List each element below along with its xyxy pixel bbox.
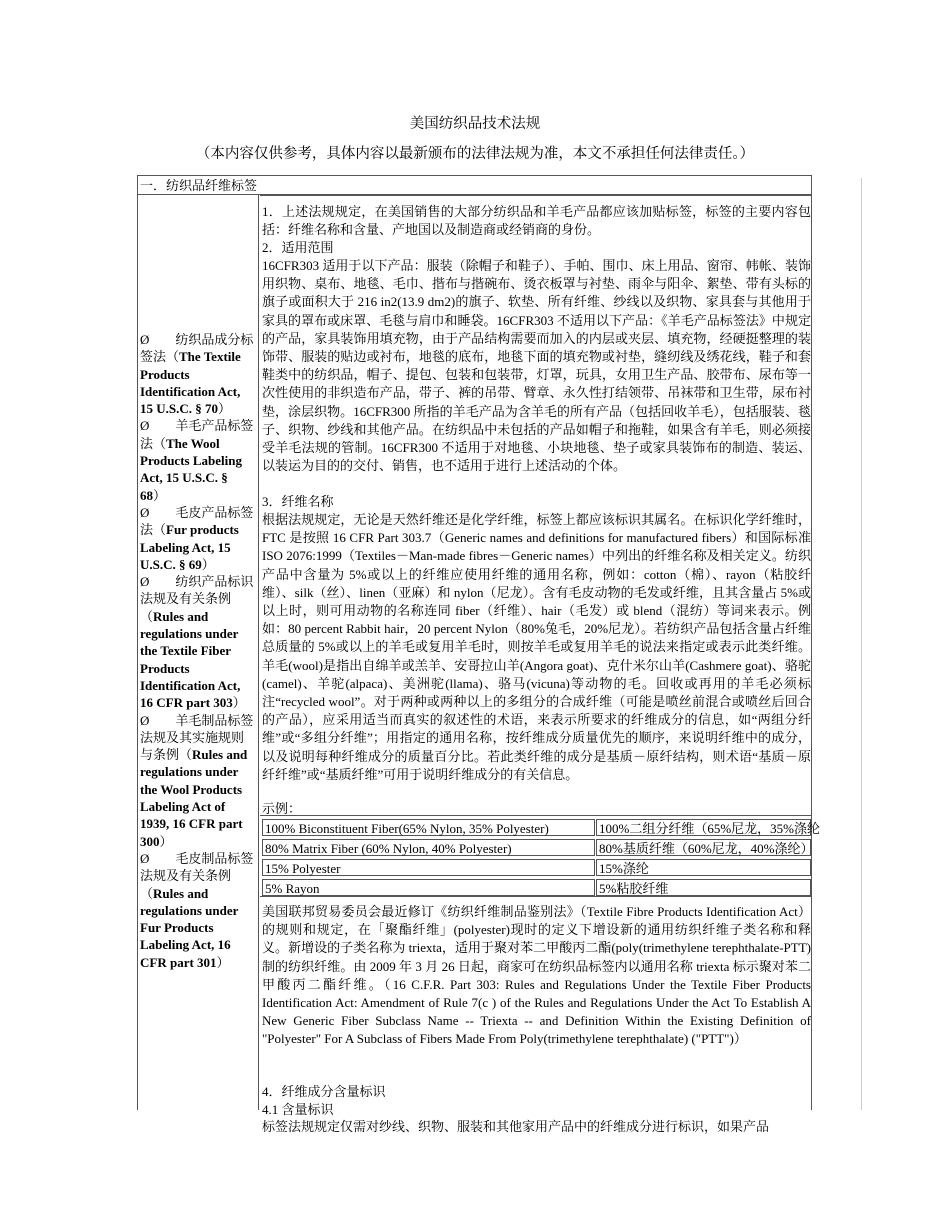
heading-fiber-names: 3．纤维名称 <box>262 494 334 509</box>
bullet-icon: Ø <box>140 574 150 590</box>
law-tail: ） <box>153 487 167 503</box>
bullet-icon: Ø <box>140 504 150 520</box>
laws-column <box>138 195 259 1110</box>
table-row <box>260 837 814 857</box>
law-cn: 羊毛产品标签法（ <box>140 418 254 451</box>
law-tail: ） <box>159 833 173 849</box>
law-cn: 纺织产品标识法规及有关条例（ <box>140 574 254 624</box>
law-en: Rules and regulations under Fur Products Labeling Act, 16 CFR part 301 <box>140 885 239 970</box>
law-cn: 毛皮产品标签法（ <box>140 504 254 538</box>
heading-scope: 2．适用范围 <box>262 240 334 255</box>
table-row <box>260 817 820 837</box>
law-item <box>140 573 256 711</box>
paragraph-scope: 16CFR303 适用于以下产品：服装（除帽子和鞋子）、手帕、围巾、床上用品、窗帘、帏帐、装饰用织物、桌布、地毯、毛巾、揩布与揩碗布、烫衣板罩与衬垫、雨伞与阳伞、絮垫、带有头标的旗子或面积大于 216 in2(13.9 dm2)的旗子、软垫、所有纤维、纱线以及织物、家具套与其他用于家具的罩布或床罩、毛毯与肩巾和睡袋。16CFR303 不适用以下产品：《羊毛产品标签法》中规定的产品，家具装饰用填充物，由于产品结构需要而加入的内层或夹层、填充物，经硬挺整理的装饰带、服装的贴边或衬布，地毯的底布，地毯下面的填充物或衬垫，缝纫线及绣花线，鞋子和套鞋类中的纺织品，帽子、提包、包装和包装带，灯罩，玩具，女用卫生产品、胶带布、尿布等一次性使用的非织造布产品，带子、裤的吊带、臂章、永久性打结领带、吊袜带和卫生带，尿布衬垫，涂层织物。16CFR300 所指的羊毛产品为含羊毛的所有产品（包括回收羊毛），包括服装、毯子、织物、纱线和其他产品。在纺织品中未包括的产品如帽子和拖鞋，如果含有羊毛，则必须接受羊毛法规的管制。16CFR300 不适用于对地毯、小块地毯、垫子或家具装饰布的制造、装运、以装运为目的的交付、销售，也不适用于进行上述活动的个体。 <box>262 258 811 474</box>
law-en: The Textile Products Identification Act, 15 U.S.C. § 70 <box>140 349 241 417</box>
law-cn: 羊毛制品标签法规及其实施规则与条例（ <box>140 712 254 763</box>
bullet-icon: Ø <box>140 418 150 434</box>
table-row <box>260 857 811 877</box>
document-title: 美国纺织品技术法规 <box>409 116 541 132</box>
example-cn: 15%涤纶 <box>596 859 811 876</box>
law-en: Rules and regulations under the Wool Products Labeling Act of 1939, 16 CFR part 300 <box>140 747 248 849</box>
law-item <box>140 331 256 417</box>
law-tail: ） <box>216 954 230 970</box>
paragraph-intro: 1．上述法规规定，在美国销售的大部分纺织品和羊毛产品都应该加贴标签，标签的主要内容包括：纤维名称和含量、产地国以及制造商或经销商的身份。 <box>262 204 811 238</box>
paragraph-triexta: 美国联邦贸易委员会最近修订《纺织纤维制品鉴别法》（Textile Fibre Products Identification Act）的规则和规定，在「聚酯纤维」(polyester)现时的定义下增设新的通用纺织纤维子类名称和释义。新增设的子类名称为 triexta，适用于聚对苯二甲酸丙二酯(poly(trimethylene terephthalate-PTT)制的纺织纤维。由 2009 年 3 月 26 日起，商家可在纺织品标签内以通用名称 triexta 标示聚对苯二甲酸丙二酯纤维。（16 C.F.R. Part 303: Rules and Regulations Under the Textile Fiber Products Identification Act: Amendment of Rule 7(c ) of the Rules and Regulations Under the Act To Establish A New Generic Fiber Subclass Name -- Triexta -- and Definition Within the Existing Definition of "Polyester" For A Subclass of Fibers Made From Poly(trimethylene terephthalate) ("PTT")） <box>262 904 811 1047</box>
example-en: 5% Rayon <box>262 879 595 896</box>
page-edge-line <box>861 178 862 1110</box>
section-heading: 一．纺织品纤维标签 <box>138 176 811 195</box>
example-cn: 80%基质纤维（60%尼龙，40%涤纶） <box>596 839 811 856</box>
law-item <box>140 850 256 971</box>
content-table <box>137 175 820 1134</box>
bullet-icon: Ø <box>140 850 150 866</box>
law-item <box>140 712 256 850</box>
law-en: The Wool Products Labeling Act, 15 U.S.C. § 68 <box>140 435 242 503</box>
law-cn: 毛皮制品标签法规及有关条例（ <box>140 850 254 901</box>
example-en: 80% Matrix Fiber (60% Nylon, 40% Polyester) <box>262 839 595 856</box>
heading-content-labeling: 4．纤维成分含量标识 <box>262 1084 386 1099</box>
paragraph-content: 标签法规规定仅需对纱线、织物、服装和其他家用产品中的纤维成分进行标识，如果产品 <box>262 1119 770 1134</box>
document-disclaimer: （本内容仅供参考，具体内容以最新颁布的法律法规为准，本文不承担任何法律责任。） <box>195 146 755 162</box>
law-tail: ） <box>232 695 246 711</box>
law-tail: ） <box>218 401 232 417</box>
subheading-content: 4.1 含量标识 <box>262 1102 334 1117</box>
law-cn: 纺织品成分标签法（ <box>140 332 254 365</box>
example-cn: 100%二组分纤维（65%尼龙，35%涤纶 <box>596 819 811 836</box>
content-column <box>260 195 820 1134</box>
table-row <box>260 877 811 897</box>
laws-list <box>140 331 256 971</box>
example-en: 15% Polyester <box>262 859 595 876</box>
law-tail: ） <box>201 556 215 572</box>
bullet-icon: Ø <box>140 712 150 728</box>
law-item <box>140 417 256 503</box>
example-table <box>260 817 820 897</box>
law-item <box>140 504 256 573</box>
law-en: Fur products Labeling Act, 15 U.S.C. § 69 <box>140 522 239 572</box>
bullet-icon: Ø <box>140 332 150 347</box>
law-en: Rules and regulations under the Textile Fiber Products Identification Act, 16 CFR part 303 <box>140 608 241 711</box>
example-label: 示例： <box>262 801 302 816</box>
example-cn: 5%粘胶纤维 <box>596 879 811 896</box>
paragraph-fiber-names: 根据法规规定，无论是天然纤维还是化学纤维，标签上都应该标识其属名。在标识化学纤维时，FTC 是按照 16 CFR Part 303.7（Generic names and definitions for manufactured fibers）和国际标准 ISO 2076:1999（Textiles－Man-made fibres－Generic names）中列出的纤维名称及相关定义。纺织产品中含量为 5%或以上的纤维应使用纤维的通用名称，例如：cotton（棉）、rayon（粘胶纤维）、silk（丝）、linen（亚麻）和 nylon（尼龙）。含有毛皮动物的毛发或纤维，且其含量占 5%或以上时，则可用动物的名称连同 fiber（纤维）、hair（毛发）或 blend（混纺）等词来表示。例如：80 percent Rabbit hair，20 percent Nylon（80%兔毛，20%尼龙）。若纺织产品包括含量占纤维总质量的 5%或以上的羊毛或复用羊毛时，则按羊毛或复用羊毛的说法来指定或表示此类纤维。羊毛(wool)是指出自绵羊或羔羊、安哥拉山羊(Angora goat)、克什米尔山羊(Cashmere goat)、骆驼(camel)、羊驼(alpaca)、美洲驼(llama)、骆马(vicuna)等动物的毛。回收或再用的羊毛必须标注“recycled wool”。对于两种或两种以上的多组分的合成纤维（可能是喷丝前混合或喷丝后回合的产品），应采用适当而真实的叙述性的术语，来表示所要求的纤维成分的信息，如“两组分纤维”或“多组分纤维”；用指定的通用名称，按纤维成分质量优先的顺序，来说明纤维中的成分，以及说明每种纤维成分的质量百分比。若此类纤维的成分是基质－原纤结构，则术语“基质－原纤纤维”或“基质纤维”可用于说明纤维成分的有关信息。 <box>262 512 811 782</box>
example-en: 100% Biconstituent Fiber(65% Nylon, 35% Polyester) <box>262 819 595 836</box>
